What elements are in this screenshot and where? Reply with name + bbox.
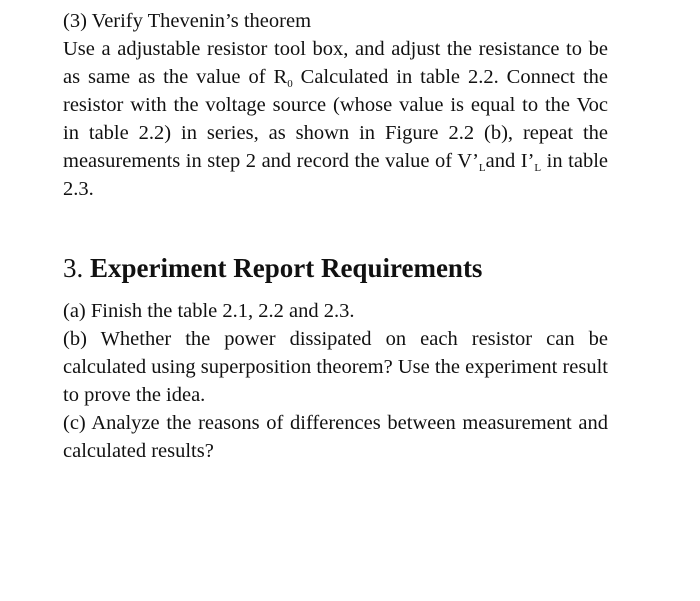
subscript-l-voltage: L xyxy=(478,162,486,174)
verify-text-3: and I’ xyxy=(485,150,535,172)
report-item-a: (a) Finish the table 2.1, 2.2 and 2.3. xyxy=(63,300,355,322)
verify-paragraph xyxy=(63,35,608,203)
verify-text-2: Calculated in table 2.2. Connect the resistor with the voltage source (whose value is equal to the Voc in table 2.2) in series, as shown in Figure 2.2 (b), repeat the measurements in step 2 and record the value of V’ xyxy=(63,66,608,172)
report-heading xyxy=(63,251,608,285)
subscript-zero: 0 xyxy=(287,78,293,90)
report-items xyxy=(63,297,608,465)
report-heading-title: Experiment Report Requirements xyxy=(90,253,483,283)
document-page xyxy=(63,7,608,465)
report-item-b: (b) Whether the power dissipated on each resistor can be calculated using superposition theorem? Use the experiment result to prove the idea. xyxy=(63,328,608,406)
verify-text-4: in table 2.3. xyxy=(63,150,608,200)
verify-text-1: Use a adjustable resistor tool box, and adjust the resistance to be as same as the value of R xyxy=(63,38,608,88)
report-item-c: (c) Analyze the reasons of differences between measurement and calculated results? xyxy=(63,412,608,462)
report-heading-number: 3. xyxy=(63,253,90,283)
subscript-l-current: L xyxy=(534,162,542,174)
verify-heading: (3) Verify Thevenin’s theorem xyxy=(63,10,312,32)
